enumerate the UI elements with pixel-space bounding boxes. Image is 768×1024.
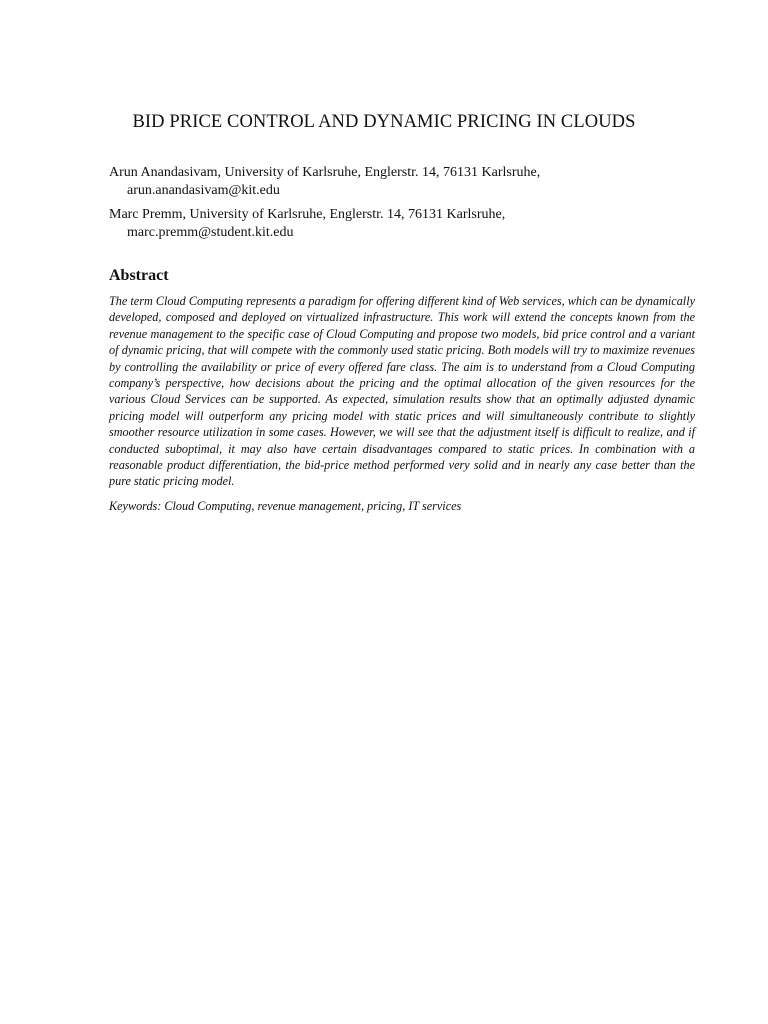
paper-title: BID PRICE CONTROL AND DYNAMIC PRICING IN CLOUDS [132, 112, 636, 132]
author-entry [109, 164, 669, 200]
author-email: marc.premm@student.kit.edu [127, 225, 294, 240]
abstract-body: The term Cloud Computing represents a paradigm for offering different kind of Web services, which can be dynamically developed, composed and deployed on virtualized infrastructure. This work will extend the concepts known from the revenue management to the specific case of Cloud Computing and propose two models, bid price control and a variant of dynamic pricing, that will compete with the commonly used static pricing. Both models will try to maximize revenues by controlling the availability or price of every offered fare class. The aim is to understand from a Cloud Computing company’s perspective, how decisions about the pricing and the optimal allocation of the given resources for the various Cloud Services can be supported. As expected, simulation results show that an optimally adjusted dynamic pricing model will outperform any pricing model with static prices and will simultaneously contribute to slightly smoother resource utilization in some cases. However, we will see that the adjustment itself is difficult to realize, and if conducted suboptimal, it may also have certain disadvantages compared to static prices. In combination with a reasonable product differentiation, the bid-price method performed very solid and in nearly any case better than the pure static pricing model. [109, 294, 695, 489]
author-affiliation: Marc Premm, University of Karlsruhe, Englerstr. 14, 76131 Karlsruhe, [109, 207, 506, 222]
author-affiliation: Arun Anandasivam, University of Karlsruhe, Englerstr. 14, 76131 Karlsruhe, [109, 165, 541, 180]
author-entry [109, 206, 669, 242]
author-list [109, 164, 669, 248]
abstract-section [109, 267, 695, 514]
keywords-line: Keywords: Cloud Computing, revenue management, pricing, IT services [109, 498, 462, 513]
author-email: arun.anandasivam@kit.edu [127, 183, 280, 198]
abstract-heading: Abstract [109, 267, 169, 284]
